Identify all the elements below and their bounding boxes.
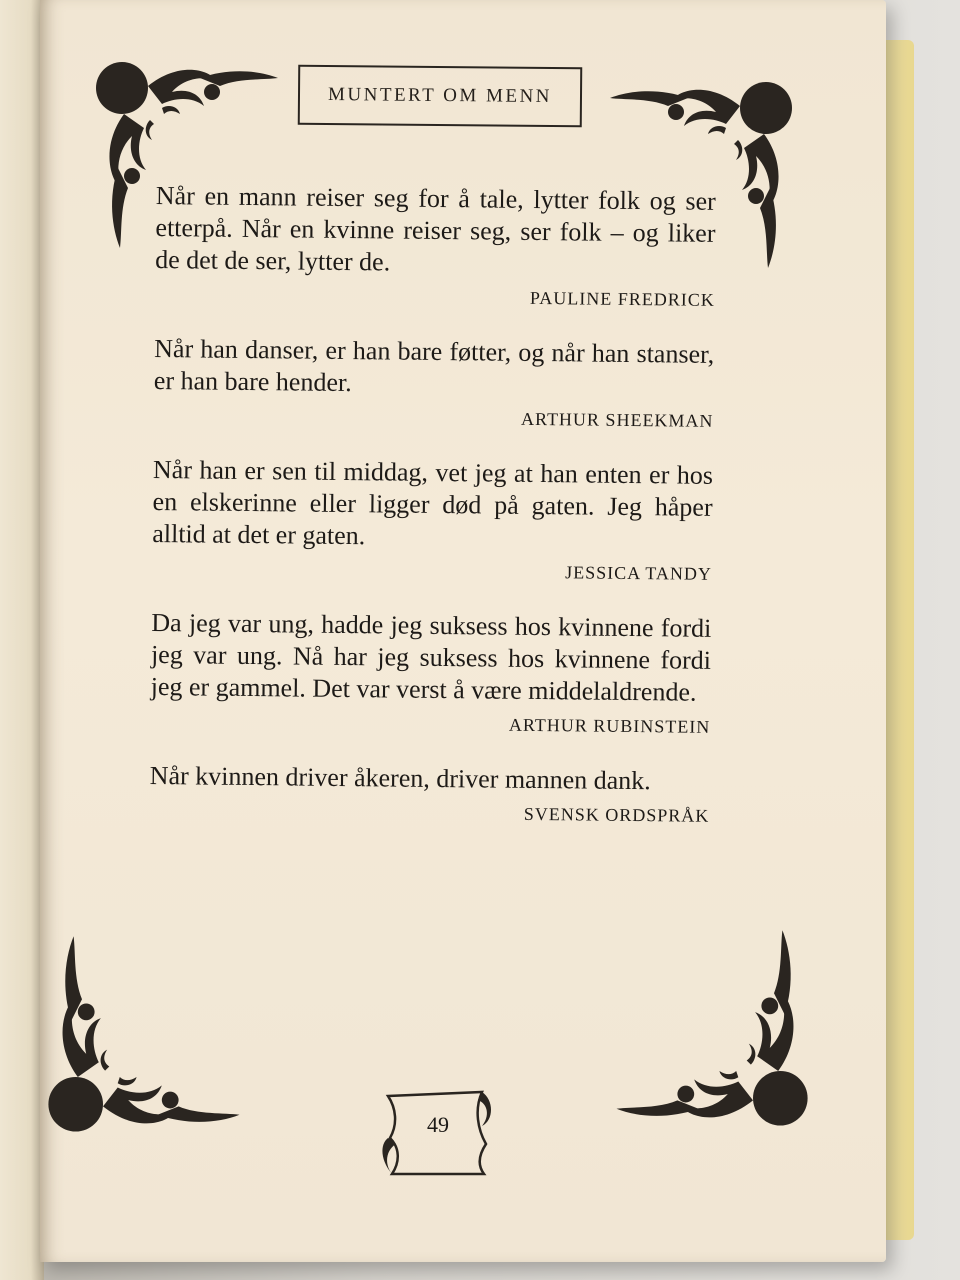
page-number: 49 [427, 1112, 449, 1137]
quote-author: ARTHUR RUBINSTEIN [508, 714, 711, 737]
quote-list [149, 180, 716, 855]
quote-text: Når han danser, er han bare føtter, og når han stanser, er han bare hender. [153, 333, 715, 398]
corner-ornament-bottom-left [40, 916, 250, 1156]
corner-ornament-bottom-right [606, 910, 816, 1150]
quote-text: Da jeg var ung, hadde jeg suksess hos kvinnene fordi jeg var ung. Nå har jeg suksess hos kvinnene fordi jeg er gammel. Det var verst å være middelaldrende. [150, 607, 712, 707]
quote-entry [149, 760, 710, 827]
facing-page-edge [0, 0, 44, 1280]
quote-author: SVENSK ORDSPRÅK [523, 803, 710, 826]
quote-entry [153, 333, 714, 432]
quote-text: Når kvinnen driver åkeren, driver mannen dank. [149, 760, 651, 796]
quote-text: Når han er sen til middag, vet jeg at han enten er hos en elskerinne eller ligger død på gaten. Jeg håper alltid at det er gaten. [152, 454, 714, 551]
quote-author: PAULINE FREDRICK [529, 287, 715, 310]
running-header-title: MUNTERT OM MENN [327, 84, 553, 107]
quote-entry [155, 180, 716, 311]
quote-author: ARTHUR SHEEKMAN [520, 408, 714, 431]
quote-text: Når en mann reiser seg for å tale, lytter folk og ser etterpå. Når en kvinne reiser seg, ser folk – og liker de det de ser, lytter de. [155, 180, 716, 277]
book-page [40, 0, 886, 1262]
running-header [298, 65, 583, 127]
quote-entry [150, 607, 711, 738]
quote-entry [152, 454, 713, 585]
quote-author: JESSICA TANDY [565, 562, 713, 584]
page-number-scroll [378, 1086, 498, 1178]
